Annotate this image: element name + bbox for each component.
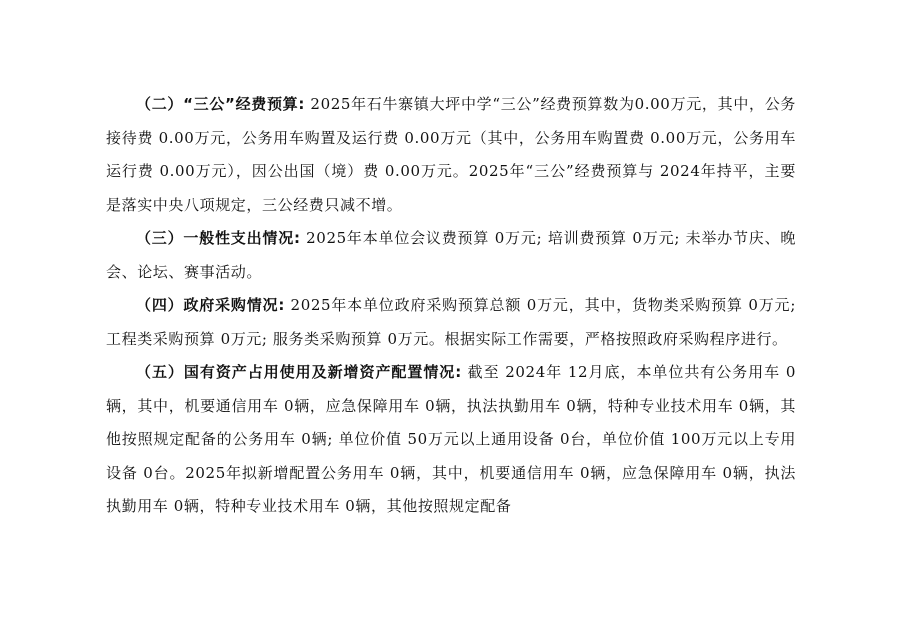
paragraph-state-assets (106, 356, 796, 524)
paragraph-text: 2025年本单位政府采购预算总额 0万元，其中，货物类采购预算 0万元; 工程类采购预算 0万元; 服务类采购预算 0万元。根据实际工作需要，严格按照政府采购程序进行。 (106, 296, 796, 348)
paragraph-general-expenditure (106, 222, 796, 289)
section-heading: （二）“三公”经费预算: (136, 95, 305, 113)
section-heading: （五）国有资产占用使用及新增资产配置情况: (136, 363, 462, 381)
paragraph-text: 2025年本单位会议费预算 0万元; 培训费预算 0万元; 未举办节庆、晚会、论坛、赛事活动。 (106, 229, 796, 281)
section-heading: （三）一般性支出情况: (136, 229, 301, 247)
paragraph-sangong-budget (106, 88, 796, 222)
section-heading: （四）政府采购情况: (136, 296, 285, 314)
paragraph-text: 2025年石牛寨镇大坪中学“三公”经费预算数为0.00万元，其中，公务接待费 0.00万元，公务用车购置及运行费 0.00万元（其中，公务用车购置费 0.00万元，公务用车运行费 0.00万元），因公出国（境）费 0.00万元。2025年“三公”经费预算与 2024年持平，主要是落实中央八项规定，三公经费只减不增。 (106, 95, 797, 214)
paragraph-government-procurement (106, 289, 796, 356)
document-body (106, 88, 796, 524)
paragraph-text: 截至 2024年 12月底，本单位共有公务用车 0辆，其中，机要通信用车 0辆，应急保障用车 0辆，执法执勤用车 0辆，特种专业技术用车 0辆，其他按照规定配备的公务用车 0辆; 单位价值 50万元以上通用设备 0台，单位价值 100万元以上专用设备 0台。2025年拟新增配置公务用车 0辆，其中，机要通信用车 0辆，应急保障用车 0辆，执法执勤用车 0辆，特种专业技术用车 0辆，其他按照规定配备 (106, 363, 796, 515)
